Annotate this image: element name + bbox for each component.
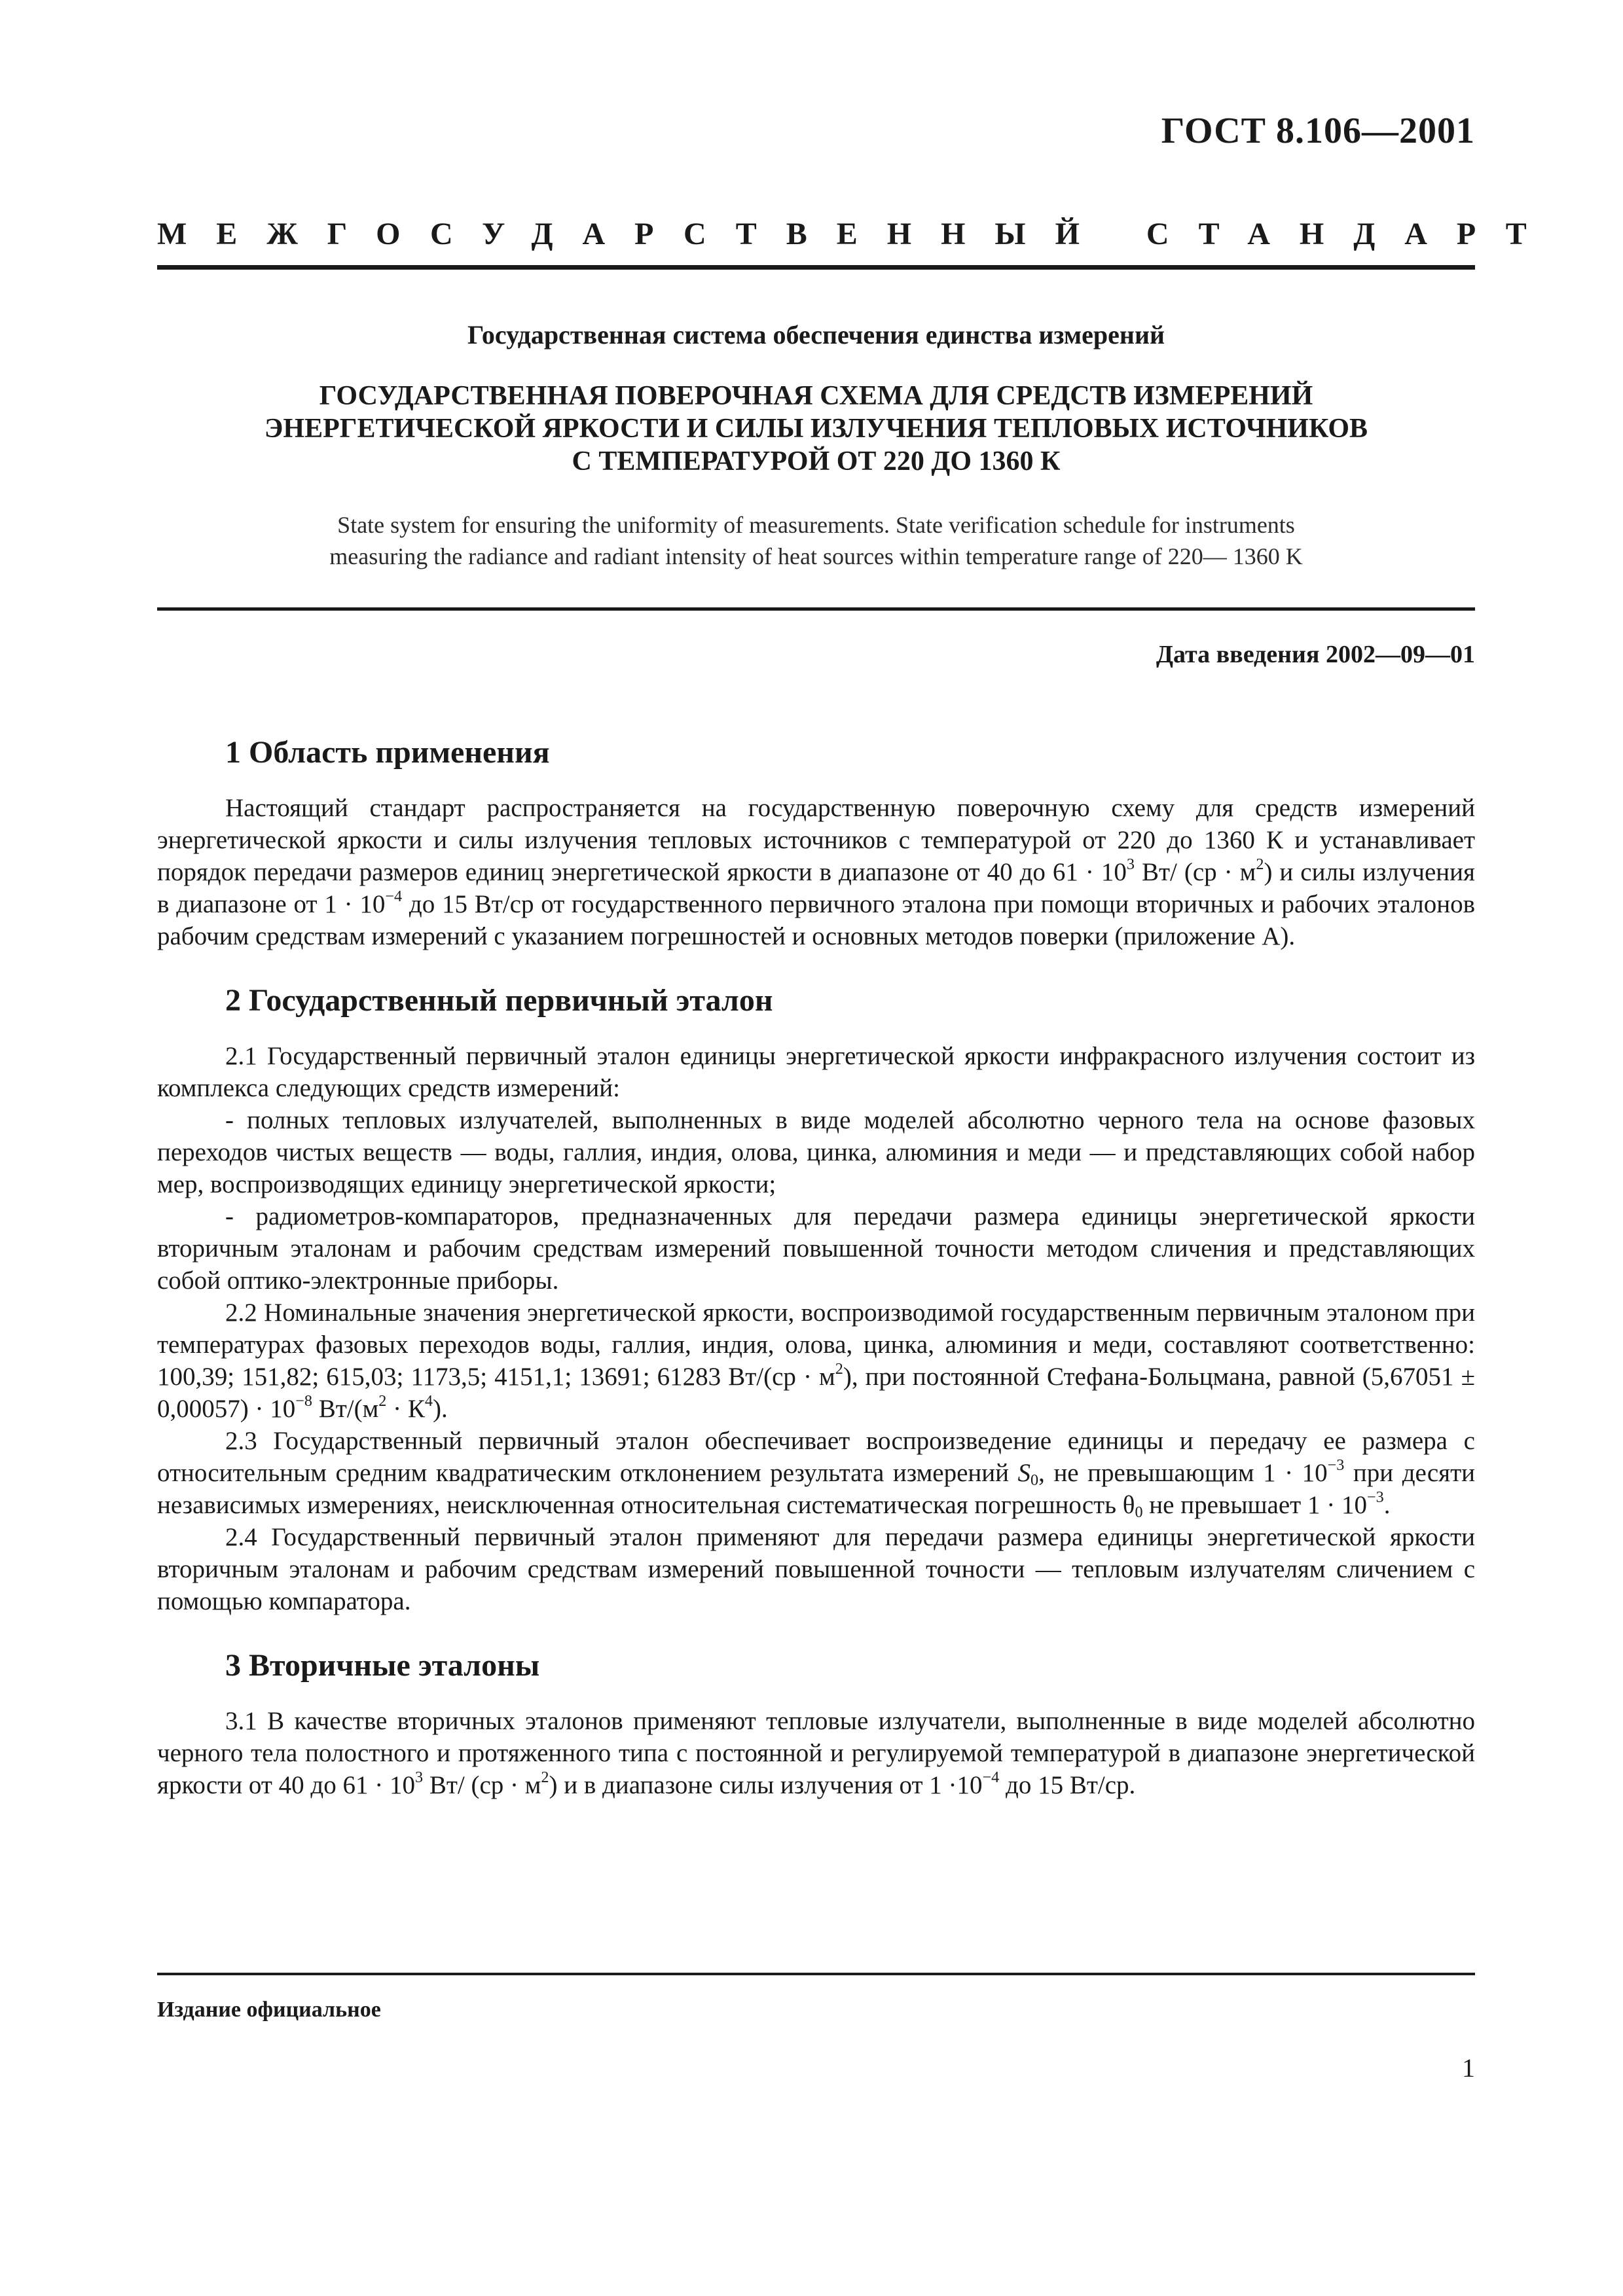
title-rule [157,607,1475,611]
gost-number: ГОСТ 8.106—2001 [1161,111,1475,151]
document-body [157,733,1475,1801]
footer-rule [157,1973,1475,1975]
paragraph-2-2: 2.2 Номинальные значения энергетической яркости, воспроизводимой государственным первичным эталоном при температурах фазовых переходов воды, галлия, индия, олова, цинка, алюминия и меди, составляют соответственно: 100,39; 151,82; 615,03; 1173,5; 4151,1; 13691; 61283 $Вт/(ср \cdot м^2)$, при постоянной Стефана-Больцмана, равной $(5,67051 \pm 0,00057) \cdot 10^{-8}$ $Вт/(м^2 \cdot К^4)$. [157,1299,1476,1423]
title-line: ГОСУДАРСТВЕННАЯ ПОВЕРОЧНАЯ СХЕМА ДЛЯ СРЕДСТВ ИЗМЕРЕНИЙ [319,381,1313,411]
title-line: С ТЕМПЕРАТУРОЙ ОТ 220 ДО 1360 К [572,446,1061,476]
section-heading: 1 Область применения [225,735,550,770]
edition-label: Издание официальное [157,1998,381,2022]
list-item: - полных тепловых излучателей, выполненных в виде моделей абсолютно черного тела на основе фазовых переходов чистых веществ — воды, галлия, индия, олова, цинка, алюминия и меди — и представляющих собой набор мер, воспроизводящих единицу энергетической яркости; [157,1106,1475,1198]
section-heading: 2 Государственный первичный эталон [225,983,773,1018]
list-item: - радиометров-компараторов, предназначенных для передачи размера единицы энергетической яркости вторичным эталонам и рабочим средствам измерений повышенной точности методом сличения и представляющих собой оптико-электронные приборы. [157,1202,1475,1295]
introduction-date: Дата введения 2002—09—01 [1156,641,1475,668]
english-title-line: State system for ensuring the uniformity of measurements. State verification schedule for instruments [337,512,1295,538]
english-title [157,509,1475,572]
interstate-standard-label: МЕЖГОСУДАРСТВЕННЫЙ СТАНДАРТ [157,217,1556,251]
section-heading: 3 Вторичные эталоны [225,1648,540,1683]
paragraph-3-1: 3.1 В качестве вторичных эталонов применяют тепловые излучатели, выполненные в виде моделей абсолютно черного тела полостного и протяженного типа с постоянной и регулируемой температурой в диапазоне энергетической яркости от 40 до $61 \cdot 10^3$ Вт/ $(ср \cdot м^2)$ и в диапазоне силы излучения от $1 \cdot 10^{-4}$ до 15 Вт/ср. [157,1707,1475,1799]
system-name: Государственная система обеспечения единства измерений [467,320,1165,350]
page-number: 1 [1462,2053,1475,2083]
paragraph-1: Настоящий стандарт распространяется на государственную поверочную схему для средств измерений энергетической яркости и силы излучения тепловых источников с температурой от 220 до 1360 К и устанавливает порядок передачи размеров единиц энергетической яркости в диапазоне от 40 до $61 \cdot 10^3$ Вт/ $(ср \cdot м^2)$ и силы излучения в диапазоне от $1 \cdot 10^{-4}$ до 15 Вт/ср от государственного первичного эталона при помощи вторичных и рабочих эталонов рабочим средствам измерений с указанием погрешностей и основных методов поверки (приложение А). [157,794,1475,950]
paragraph-2-4: 2.4 Государственный первичный эталон применяют для передачи размера единицы энергетической яркости вторичным эталонам и рабочим средствам измерений повышенной точности — тепловым излучателям сличением с помощью компаратора. [157,1523,1475,1615]
paragraph-2-3: 2.3 Государственный первичный эталон обеспечивает воспроизведение единицы и передачу ее размера с относительным средним квадратическим отклонением результата измерений $S_0$, не превышающим $1 \cdot 10^{-3}$ при десяти независимых измерениях, неисключенная относительная систематическая погрешность $\theta_0$ не превышает $1 \cdot 10^{-3}$. [157,1427,1475,1522]
document-title [157,380,1475,478]
header-rule [157,265,1475,270]
title-line: ЭНЕРГЕТИЧЕСКОЙ ЯРКОСТИ И СИЛЫ ИЗЛУЧЕНИЯ ТЕПЛОВЫХ ИСТОЧНИКОВ [264,414,1368,444]
english-title-line: measuring the radiance and radiant intensity of heat sources within temperature range of 220— 1360 K [329,543,1303,569]
paragraph-2-1: 2.1 Государственный первичный эталон единицы энергетической яркости инфракрасного излучения состоит из комплекса следующих средств измерений: [157,1042,1475,1102]
